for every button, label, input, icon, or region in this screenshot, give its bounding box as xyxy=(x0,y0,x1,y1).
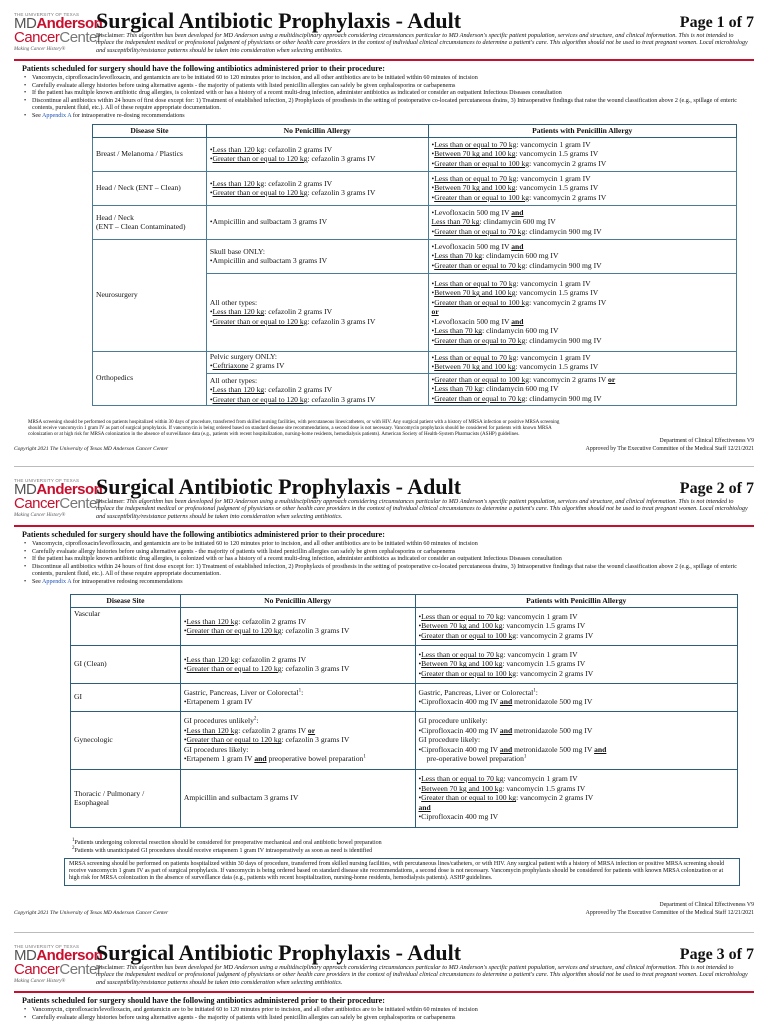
copyright: Copyright 2021 The University of Texas MD Anderson Cancer Center xyxy=(14,446,169,452)
footnote-2: $^2$Patients with unanticipated GI procedures should receive ertapenem 1 gram IV intraoperatively as soon as need is identified xyxy=(72,846,373,854)
page-separator xyxy=(14,932,754,933)
header-divider xyxy=(14,59,754,61)
page-number: Page 1 of 7 xyxy=(679,14,754,31)
footnote-1: $^1$Patients undergoing colorectal resection should be considered for preoperative mechanical and oral antibiotic bowel preparation xyxy=(72,838,382,846)
page-title: Surgical Antibiotic Prophylaxis - Adult xyxy=(96,474,462,499)
copyright: Copyright 2021 The University of Texas MD Anderson Cancer Center xyxy=(14,910,169,916)
instructions-list: • Vancomycin, ciprofloxacin/levofloxacin, and gentamicin are to be initiated 60 to 120 minutes prior to incision, and all other antibiotics are to be initiated within 60 minutes of incision • Carefully evaluate allergy histories before using alternative agents - the majority of patients with listed penicillin allergies can safely be given cephalosporins or carbapenems xyxy=(22,1007,742,1022)
md-anderson-logo: THE UNIVERSITY OF TEXAS MDAnderson CancerCenter Making Cancer History® xyxy=(14,478,103,518)
page-header xyxy=(14,942,754,988)
department-label: Department of Clinical Effectiveness V9 xyxy=(659,438,754,444)
prophylaxis-table-1: Disease Site No Penicillin Allergy Patients with Penicillin Allergy Breast / Melanoma / Plastics • Less than 120 kg: cefazolin 2 grams IV • Greater than or equal to 120 kg: cefazolin 3 grams IV • Less than or equal to 70 kg: vancomycin 1 gram IV • Between 70 kg and 100 kg: vancomycin 1.5 grams IV • Greater than or equal to 100 kg: vancomycin 2 grams IV Head / Neck (ENT – Clean) • Less than 120 kg: cefazolin 2 grams IV • Greater than or equal to 120 kg: cefazolin 3 grams IV • Less than or equal to 70 kg: vancomycin 1 gram IV • Between 70 kg and 100 kg: vancomycin 1.5 grams IV • Greater than or equal to 100 kg: vancomycin 2 grams IV Head / Neck (ENT – Clean Contaminated) • Ampicillin and sulbactam 3 grams IV • Levofloxacin 500 mg IV and Less than 70 kg: clindamycin 600 mg IV • Greater than or equal to 70 kg: clindamycin 900 mg IV Neurosurgery Skull base ONLY: • Ampicillin and sulbactam 3 grams IV • Levofloxacin 500 mg IV and • Less than 70 kg: clindamycin 600 mg IV • Greater than or equal to 70 kg: clindamycin 900 mg IV All other types: • Less than 120 kg: cefazolin 2 grams IV • Greater than or equal to 120 kg: cefazolin 3 grams IV • Less than or equal to 70 kg: vancomycin 1 gram IV • Between 70 kg and 100 kg: vancomycin 1.5 grams IV • Greater than or equal to 100 kg: vancomycin 2 grams IV or • Levofloxacin 500 mg IV and • Less than 70 kg: clindamycin 600 mg IV • Greater than or equal to 70 kg: clindamycin 900 mg IV Orthopedics Pelvic surgery ONLY: • Ceftriaxone 2 grams IV All other types: • Less than 120 kg: cefazolin 2 grams IV • Greater than or equal to 120 kg: cefazolin 3 grams IV • Less than or equal to 70 kg: vancomycin 1 gram IV • Between 70 kg and 100 kg: vancomycin 1.5 grams IV • Greater than or equal to 100 kg: vancomycin 2 grams IV or • Less than 70 kg: clindamycin 600 mg IV • Greater than or equal to 70 kg: clindamycin 900 mg IV xyxy=(92,124,737,406)
instructions-list: • Vancomycin, ciprofloxacin/levofloxacin, and gentamicin are to be initiated 60 to 120 minutes prior to incision, and all other antibiotics are to be initiated within 60 minutes of incision • Carefully evaluate allergy histories before using alternative agents - the majority of patients with listed penicillin allergies can safely be given cephalosporins or carbapenems • If the patient has multiple known antibiotic drug allergies, is colonized with or has a history of a recent multi-drug infection, administer antibiotics as indicated or consider an outpatient Infectious Diseases consultation • Discontinue all antibiotics within 24 hours of first dose except for: 1) Treatment of established infection, 2) Prophylaxis of prosthesis in the setting of postoperative co-located percutaneous drains, 3) Intraoperative findings that raise the wound classification above 2 (e.g., spillage of enteric contents, purulent fluid, etc.). All of these require appropriate documentation. • See Appendix A for intraoperative redosing recommendations xyxy=(22,541,742,586)
page-2 xyxy=(0,476,768,936)
page-header xyxy=(14,10,754,56)
md-anderson-logo: THE UNIVERSITY OF TEXAS MDAnderson CancerCenter Making Cancer History® xyxy=(14,944,103,984)
appendix-a-link[interactable]: Appendix A xyxy=(42,112,72,119)
page-separator xyxy=(14,466,754,467)
approval-label: Approved by The Executive Committee of the Medical Staff 12/21/2021 xyxy=(585,446,754,452)
prophylaxis-table-2: Disease Site No Penicillin Allergy Patients with Penicillin Allergy Vascular • Less than 120 kg: cefazolin 2 grams IV • Greater than or equal to 120 kg: cefazolin 3 grams IV • Less than or equal to 70 kg: vancomycin 1 gram IV • Between 70 kg and 100 kg: vancomycin 1.5 grams IV • Greater than or equal to 100 kg: vancomycin 2 grams IV GI (Clean) • Less than 120 kg: cefazolin 2 grams IV • Greater than or equal to 120 kg: cefazolin 3 grams IV • Less than or equal to 70 kg: vancomycin 1 gram IV • Between 70 kg and 100 kg: vancomycin 1.5 grams IV • Greater than or equal to 100 kg: vancomycin 2 grams IV GI Gastric, Pancreas, Liver or Colorectal$^1$: • Ertapenem 1 gram IV Gastric, Pancreas, Liver or Colorectal$^1$: • Ciprofloxacin 400 mg IV and metronidazole 500 mg IV Gynecologic GI procedures unlikely$^2$: • Less than 120 kg: cefazolin 2 grams IV or • Greater than or equal to 120 kg: cefazolin 3 grams IV GI procedures likely: • Ertapenem 1 gram IV and preoperative bowel preparation$^1$ GI procedure unlikely: • Ciprofloxacin 400 mg IV and metronidazole 500 mg IV GI procedure likely: • Ciprofloxacin 400 mg IV and metronidazole 500 mg IV and pre-operative bowel preparation$^1$ Thoracic / Pulmonary / Esophageal Ampicillin and sulbactam 3 grams IV • Less than or equal to 70 kg: vancomycin 1 gram IV • Between 70 kg and 100 kg: vancomycin 1.5 grams IV • Greater than or equal to 100 kg: vancomycin 2 grams IV and • Ciprofloxacin 400 mg IV xyxy=(70,594,738,828)
page-1 xyxy=(0,10,768,480)
mrsa-note: MRSA screening should be performed on patients hospitalized within 30 days of procedure, transferred from skilled nursing facilities, with percutaneous lines/catheters, or with HIV. Any surgical patient with a history of MRSA infection or positive MRSA screening should receive vancomycin 1 gram IV as part of surgical prophylaxis. If vancomycin is being ordered based on standard disease site recommendations, a second dose is not necessary. Vancomycin prophylaxis should be considered for patients with known MRSA colonization or at high risk for MRSA colonization in the absence of surveillance data (e.g., patients with recent hospitalization, nursing-home residents, hemodialysis patients). American Society of Health-System Pharmacists (ASHP) guidelines. xyxy=(28,420,560,437)
header-divider xyxy=(14,525,754,527)
intro-text: Patients scheduled for surgery should have the following antibiotics administered prior to their procedure: xyxy=(22,996,385,1005)
intro-text: Patients scheduled for surgery should have the following antibiotics administered prior to their procedure: xyxy=(22,530,385,539)
department-label: Department of Clinical Effectiveness V9 xyxy=(659,902,754,908)
intro-text: Patients scheduled for surgery should have the following antibiotics administered prior to their procedure: xyxy=(22,64,385,73)
disclaimer: Disclaimer: This algorithm has been developed for MD Anderson using a multidisciplinary approach considering circumstances particular to MD Anderson's specific patient population, services and structure, and clinical information. This is not intended to replace the independent medical or professional judgment of physicians or other health care providers in the context of individual clinical circumstances to determine a patient's care. This algorithm should not be used to treat pregnant women. Local microbiology and susceptibility/resistance patterns should be taken into consideration when selecting antibiotics. xyxy=(96,32,748,54)
page-title: Surgical Antibiotic Prophylaxis - Adult xyxy=(96,942,462,965)
page-3 xyxy=(0,942,768,1024)
disclaimer: Disclaimer: This algorithm has been developed for MD Anderson using a multidisciplinary approach considering circumstances particular to MD Anderson's specific patient population, services and structure, and clinical information. This is not intended to replace the independent medical or professional judgment of physicians or other health care providers in the context of individual clinical circumstances to determine a patient's care. This algorithm should not be used to treat pregnant women. Local microbiology and susceptibility/resistance patterns should be taken into consideration when selecting antibiotics. xyxy=(96,964,748,986)
page-number: Page 2 of 7 xyxy=(679,480,754,497)
approval-label: Approved by The Executive Committee of the Medical Staff 12/21/2021 xyxy=(585,910,754,916)
mrsa-note-box: MRSA screening should be performed on patients hospitalized within 30 days of procedure, transferred from skilled nursing facilities, with percutaneous lines/catheters, or with HIV. Any surgical patient with a history of MRSA infection or positive MRSA screening should receive vancomycin 1 gram IV as part of surgical prophylaxis. If vancomycin is being ordered based on standard disease site recommendations, a second dose is not necessary. Vancomycin prophylaxis should be considered for patients with known MRSA colonization or at high risk for MRSA colonization in the absence of surveillance data (e.g., patients with recent hospitalization, nursing-home residents, hemodialysis patients). ASHP guidelines. xyxy=(64,858,740,886)
page-title: Surgical Antibiotic Prophylaxis - Adult xyxy=(96,8,462,33)
md-anderson-logo: THE UNIVERSITY OF TEXAS MDAnderson CancerCenter Making Cancer History® xyxy=(14,12,103,52)
disclaimer: Disclaimer: This algorithm has been developed for MD Anderson using a multidisciplinary approach considering circumstances particular to MD Anderson's specific patient population, services and structure, and clinical information. This is not intended to replace the independent medical or professional judgment of physicians or other health care providers in the context of individual clinical circumstances to determine a patient's care. This algorithm should not be used to treat pregnant women. Local microbiology and susceptibility/resistance patterns should be taken into consideration when selecting antibiotics. xyxy=(96,498,748,520)
appendix-a-link[interactable]: Appendix A xyxy=(42,578,72,585)
page-header xyxy=(14,476,754,522)
instructions-list: • Vancomycin, ciprofloxacin/levofloxacin, and gentamicin are to be initiated 60 to 120 minutes prior to incision, and all other antibiotics are to be initiated within 60 minutes of incision • Carefully evaluate allergy histories before using alternative agents - the majority of patients with listed penicillin allergies can safely be given cephalosporins or carbapenems • If the patient has multiple known antibiotic drug allergies, is colonized with or has a history of a recent multi-drug infection, administer antibiotics as indicated or consider an outpatient Infectious Diseases consultation • Discontinue all antibiotics within 24 hours of first dose except for: 1) Treatment of established infection, 2) Prophylaxis of prosthesis in the setting of postoperative co-located percutaneous drains, 3) Intraoperative findings that raise the wound classification above 2 (e.g., spillage of enteric contents, purulent fluid, etc.). All of these require appropriate documentation. • See Appendix A for intraoperative re-dosing recommendations xyxy=(22,75,742,120)
header-divider xyxy=(14,991,754,993)
page-number: Page 3 of 7 xyxy=(679,946,754,963)
